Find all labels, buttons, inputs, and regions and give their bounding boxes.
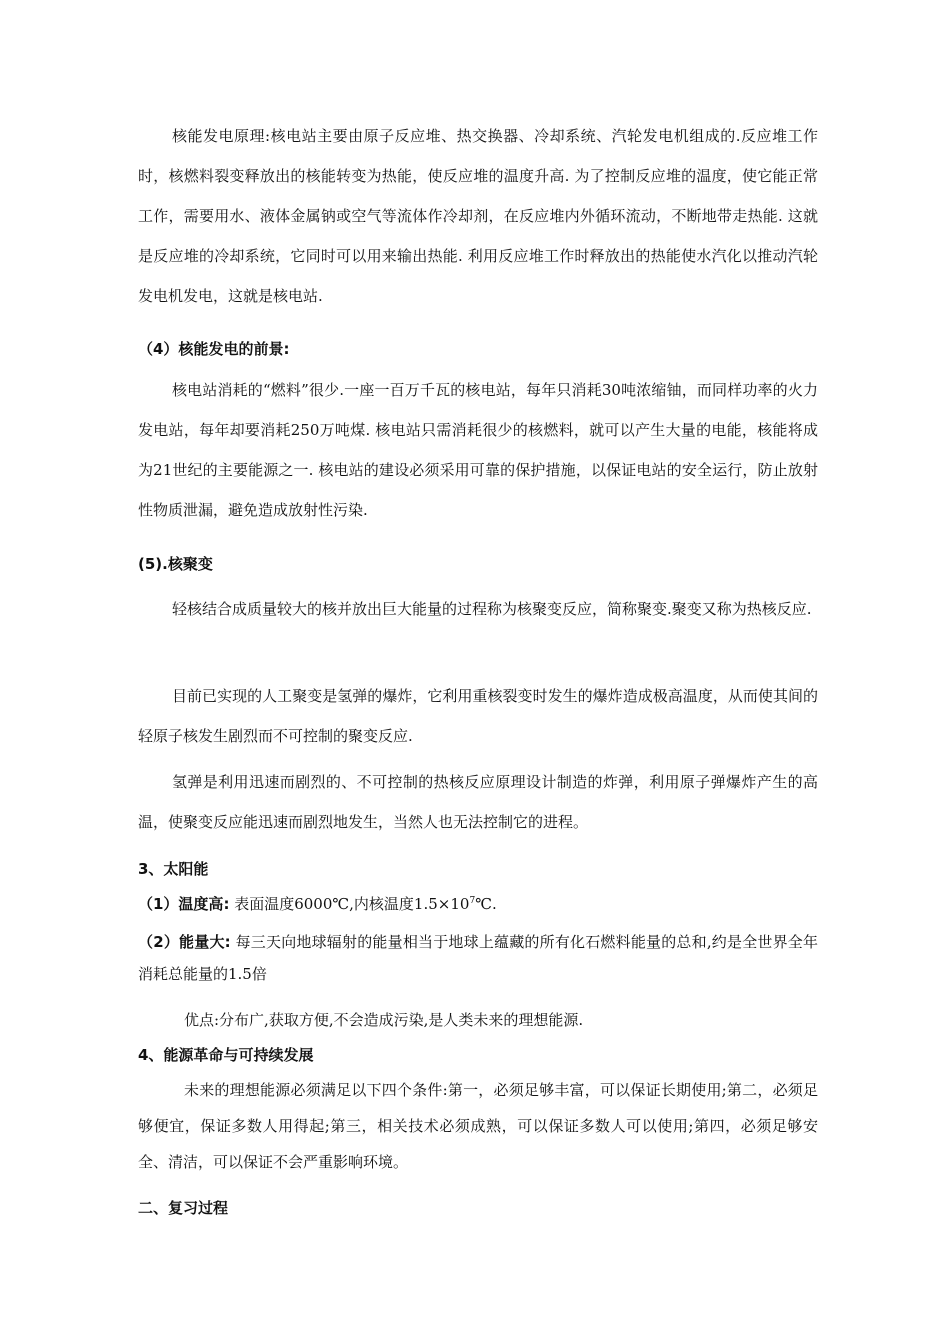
paragraph-ideal-energy: 未来的理想能源必须满足以下四个条件:第一，必须足够丰富，可以保证长期使用;第二，必须足够便宜，保证多数人用得起;第三，相关技术必须成熟，可以保证多数人可以使用;第四，必须足够安全、清洁，可以保证不会严重影响环境。: [138, 1081, 818, 1171]
solar-temp-label: （1）温度高:: [138, 895, 230, 913]
heading-solar-energy: 3、太阳能: [138, 860, 209, 878]
solar-energy-text: 每三天向地球辐射的能量相当于地球上蕴藏的所有化石燃料能量的总和,约是全世界全年消耗总能量的1.5倍: [138, 933, 818, 983]
solar-energy-label: （2）能量大:: [138, 933, 231, 951]
solar-temp-exponent: 7: [469, 896, 476, 906]
paragraph-nuclear-principle: 核能发电原理:核电站主要由原子反应堆、热交换器、冷却系统、汽轮发电机组成的.反应堆工作时，核燃料裂变释放出的核能转变为热能，使反应堆的温度升高. 为了控制反应堆的温度，使它能正常工作，需要用水、液体金属钠或空气等流体作冷却剂，在反应堆内外循环流动，不断地带走热能. 这就是反应堆的冷却系统，它同时可以用来输出热能. 利用反应堆工作时释放出的热能使水汽化以推动汽轮发电机发电，这就是核电站.: [138, 127, 818, 305]
paragraph-artificial-fusion: 目前已实现的人工聚变是氢弹的爆炸，它利用重核裂变时发生的爆炸造成极高温度，从而使其间的轻原子核发生剧烈而不可控制的聚变反应.: [138, 687, 818, 745]
heading-energy-revolution: 4、能源革命与可持续发展: [138, 1046, 314, 1064]
paragraph-fusion-definition: 轻核结合成质量较大的核并放出巨大能量的过程称为核聚变反应，简称聚变.聚变又称为热核反应.: [172, 600, 812, 618]
heading-nuclear-prospect: （4）核能发电的前景:: [138, 340, 290, 358]
paragraph-hydrogen-bomb: 氢弹是利用迅速而剧烈的、不可控制的热核反应原理设计制造的炸弹，利用原子弹爆炸产生的高温，使聚变反应能迅速而剧烈地发生，当然人也无法控制它的进程。: [138, 773, 818, 831]
solar-temp-text: 表面温度6000℃,内核温度1.5×10: [229, 895, 470, 913]
solar-large-energy: [138, 926, 818, 990]
paragraph-nuclear-prospect: 核电站消耗的“燃料”很少.一座一百万千瓦的核电站，每年只消耗30吨浓缩铀，而同样功率的火力发电站，每年却要消耗250万吨煤. 核电站只需消耗很少的核燃料，就可以产生大量的电能，核能将成为21世纪的主要能源之一. 核电站的建设必须采用可靠的保护措施，以保证电站的安全运行，防止放射性物质泄漏，避免造成放射性污染.: [138, 381, 818, 519]
solar-temp-unit: ℃.: [475, 895, 497, 913]
paragraph-solar-advantages: 优点:分布广,获取方便,不会造成污染,是人类未来的理想能源.: [184, 1011, 584, 1029]
solar-high-temperature: [138, 888, 818, 920]
heading-fusion: (5).核聚变: [138, 555, 213, 573]
heading-review-process: 二、复习过程: [138, 1199, 229, 1217]
